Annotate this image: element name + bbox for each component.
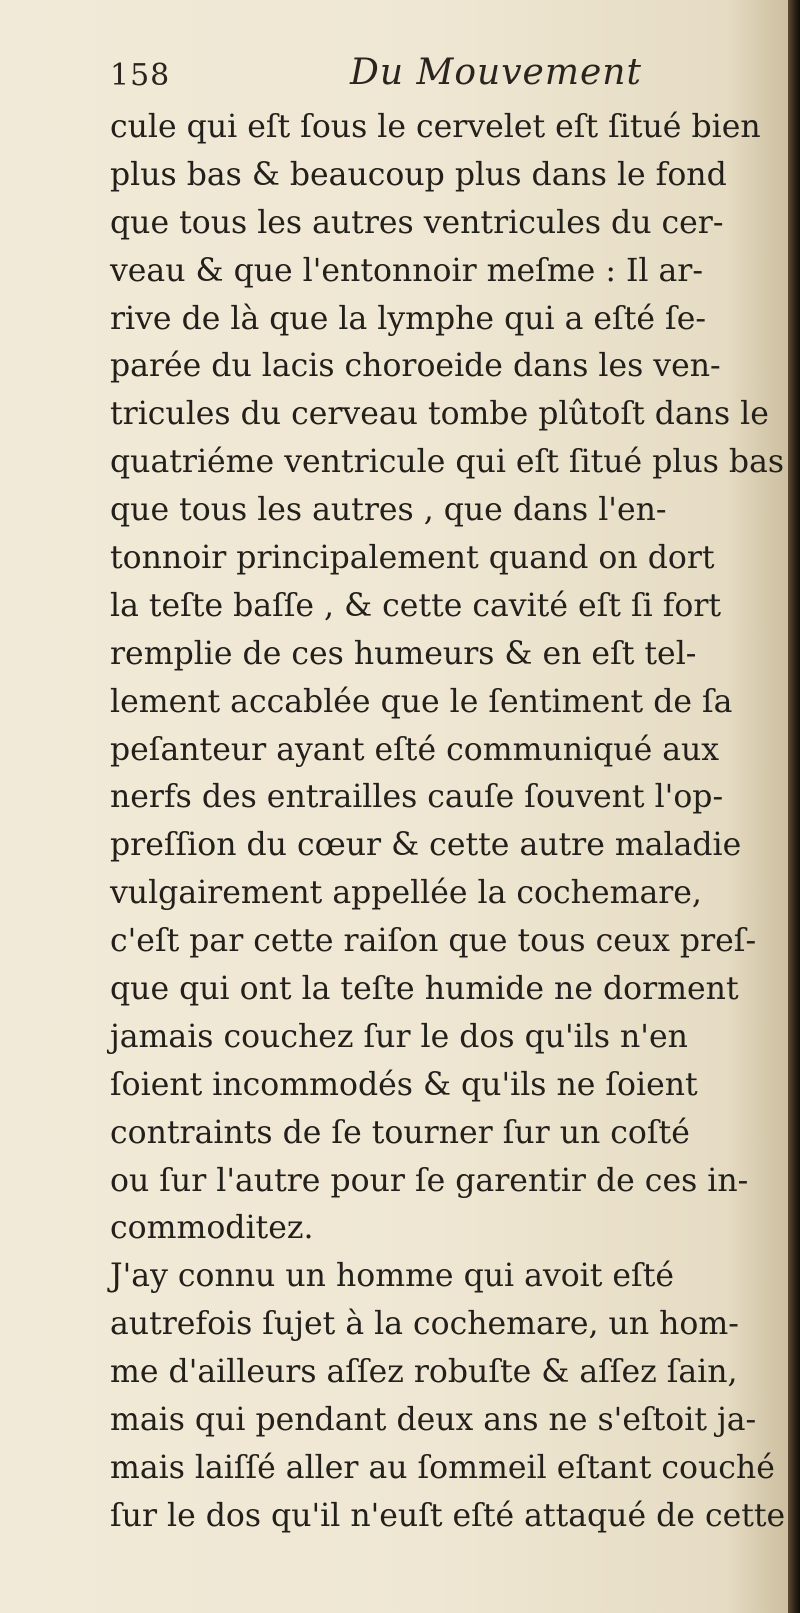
text-line: tonnoir principalement quand on dort <box>110 540 715 577</box>
text-line: nerfs des entrailles cauſe ſouvent l'op- <box>110 779 724 816</box>
text-line: ſoient incommodés & qu'ils ne ſoient <box>110 1066 698 1103</box>
running-title: Du Mouvement <box>350 52 642 93</box>
text-line: que tous les autres , que dans l'en- <box>110 492 667 529</box>
text-line: peſanteur ayant eſté communiqué aux <box>110 731 720 768</box>
text-line: quatriéme ventricule qui eſt ſitué plus bas <box>110 444 785 481</box>
text-line: remplie de ces humeurs & en eſt tel- <box>110 635 697 672</box>
text-line: commoditez. <box>110 1210 314 1247</box>
text-line: preſſion du cœur & cette autre maladie <box>110 827 742 864</box>
page-number: 158 <box>110 58 171 93</box>
text-line: mais qui pendant deux ans ne s'eſtoit ja- <box>110 1402 757 1439</box>
text-line: jamais couchez ſur le dos qu'ils n'en <box>110 1018 688 1055</box>
text-line: rive de là que la lymphe qui a eſté ſe- <box>110 300 706 337</box>
text-line: ſur le dos qu'il n'euſt eſté attaqué de cette <box>110 1497 786 1534</box>
text-line: autrefois ſujet à la cochemare, un hom- <box>110 1306 739 1343</box>
text-line: me d'ailleurs aſſez robuſte & aſſez ſain, <box>110 1354 738 1391</box>
running-head <box>110 48 770 100</box>
text-line: que tous les autres ventricules du cer- <box>110 204 724 241</box>
text-line: cule qui eſt ſous le cervelet eſt ſitué bien <box>110 109 761 145</box>
text-line: contraints de ſe tourner ſur un coſté <box>110 1114 690 1151</box>
text-line: parée du lacis choroeide dans les ven- <box>110 348 721 385</box>
book-spine-edge <box>788 0 800 1613</box>
body-text <box>110 104 788 1541</box>
paragraph-first-line: J'ay connu un homme qui avoit eſté <box>110 1258 675 1295</box>
text-line: ou ſur l'autre pour ſe garentir de ces in- <box>110 1162 749 1199</box>
text-line: plus bas & beaucoup plus dans le fond <box>110 156 727 193</box>
text-line: que qui ont la teſte humide ne dorment <box>110 971 739 1008</box>
text-line: tricules du cerveau tombe plûtoſt dans le <box>110 396 769 433</box>
text-line: la teſte baſſe , & cette cavité eſt ſi fort <box>110 587 722 624</box>
text-line: vulgairement appellée la cochemare, <box>110 875 702 912</box>
text-line: mais laiſſé aller au ſommeil eſtant couché <box>110 1449 775 1486</box>
text-line: veau & que l'entonnoir meſme : Il ar- <box>110 252 703 289</box>
text-line: c'eſt par cette raiſon que tous ceux preſ- <box>110 923 757 960</box>
text-line: lement accablée que le ſentiment de ſa <box>110 683 733 720</box>
